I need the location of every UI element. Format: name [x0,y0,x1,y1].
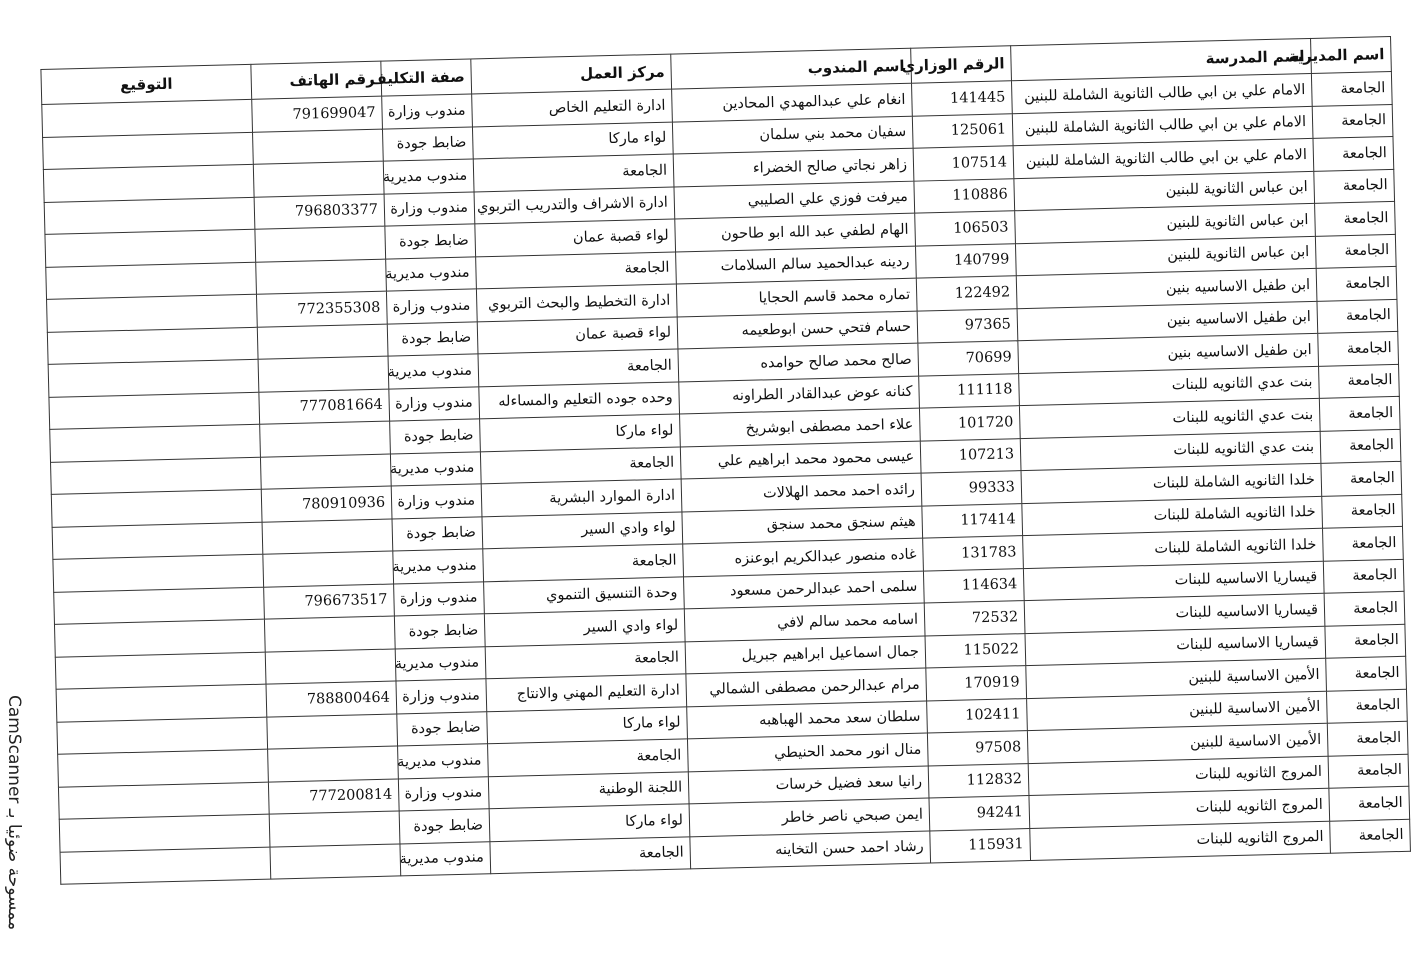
cell-ministerial-id: 102411 [927,698,1028,733]
cell-assignment: مندوب وزارة [396,679,487,714]
cell-ministerial-id: 101720 [919,406,1020,441]
cell-ministerial-id: 99333 [921,471,1022,506]
cell-delegate-name: رائده احمد محمد الهلالات [681,473,922,511]
cell-assignment: ضابط جودة [382,126,473,161]
cell-assignment: ضابط جودة [399,809,490,844]
cell-ministerial-id: 111118 [919,373,1020,408]
cell-phone [264,616,395,652]
cell-directorate: الجامعة [1312,104,1393,138]
cell-ministerial-id: 114634 [923,568,1024,603]
cell-work-center: الجامعة [473,154,674,191]
cell-phone [253,161,384,197]
cell-assignment: مندوب مديرية [386,256,477,291]
cell-phone [267,713,398,749]
cell-signature [53,554,264,592]
cell-directorate: الجامعة [1317,299,1398,333]
cell-school: بنت عدي الثانويه للبنات [1019,366,1320,406]
cell-phone [255,226,386,262]
scanned-page [40,36,1412,974]
cell-directorate: الجامعة [1328,754,1409,788]
cell-assignment: مندوب وزارة [384,191,475,226]
cell-signature [48,359,259,397]
cell-directorate: الجامعة [1327,721,1408,755]
cell-phone [262,519,393,555]
cell-ministerial-id: 131783 [923,536,1024,571]
cell-ministerial-id: 97508 [927,731,1028,766]
cell-assignment: مندوب مديرية [395,646,486,681]
cell-directorate: الجامعة [1320,429,1401,463]
cell-phone [270,843,401,879]
cell-assignment: ضابط جودة [397,711,488,746]
cell-work-center: ادارة التعليم الخاص [472,89,673,126]
cell-phone [269,811,400,847]
header-assignment: صفة التكليف [381,59,472,96]
cell-signature [54,619,265,657]
cell-signature [59,814,270,852]
cell-work-center: لواء ماركا [472,122,673,159]
cell-school: الأمين الاساسية للبنين [1027,691,1328,731]
cell-school: الامام علي بن ابي طالب الثانوية الشاملة للبنين [1012,106,1313,146]
header-school: اسم المدرسة [1011,38,1312,80]
cell-delegate-name: عيسى محمود محمد ابراهيم علي [680,441,921,479]
delegates-table [40,36,1411,885]
cell-assignment: ضابط جودة [390,419,481,454]
cell-delegate-name: صالح محمد صالح حوامده [678,343,919,381]
cell-assignment: مندوب وزارة [389,386,480,421]
cell-assignment: ضابط جودة [392,516,483,551]
cell-signature [47,327,258,365]
cell-delegate-name: حسام فتحي حسن ابوطعيمه [677,311,918,349]
cell-ministerial-id: 170919 [926,666,1027,701]
cell-signature [45,229,256,267]
cell-assignment: ضابط جودة [385,224,476,259]
cell-phone [253,129,384,165]
cell-school: ابن عباس الثانوية للبنين [1015,236,1316,276]
cell-work-center: لواء قصبة عمان [477,317,678,354]
cell-delegate-name: ميرفت فوزي علي الصليبي [674,181,915,219]
cell-ministerial-id: 70699 [918,341,1019,376]
cell-school: خلدا الثانويه الشاملة للبنات [1021,463,1322,503]
cell-ministerial-id: 125061 [912,113,1013,148]
cell-assignment: مندوب وزارة [394,581,485,616]
cell-work-center: الجامعة [483,544,684,581]
cell-delegate-name: رشاد احمد حسن التخاينه [690,830,931,868]
cell-work-center: وحده جوده التعليم والمساءله [479,381,680,418]
camscanner-watermark [4,695,44,940]
cell-assignment: مندوب وزارة [398,776,489,811]
cell-phone [268,746,399,782]
cell-school: ابن طفيل الاساسيه بنين [1017,301,1318,341]
cell-work-center: وحدة التنسيق التنموي [484,576,685,613]
cell-phone: 772355308 [256,291,387,327]
cell-school: الأمين الاساسية للبنين [1026,658,1327,698]
cell-school: خلدا الثانويه الشاملة للبنات [1022,496,1323,536]
cell-assignment: مندوب مديرية [400,841,491,876]
cell-phone: 791699047 [252,96,383,132]
cell-directorate: الجامعة [1323,559,1404,593]
cell-signature [43,132,254,170]
header-phone: رقم الهاتف [251,61,382,99]
cell-directorate: الجامعة [1329,786,1410,820]
cell-ministerial-id: 107514 [913,146,1014,181]
cell-delegate-name: علاء احمد مصطفى ابوشريخ [680,408,921,446]
cell-phone: 796803377 [254,194,385,230]
cell-work-center: الجامعة [480,446,681,483]
cell-directorate: الجامعة [1311,71,1392,105]
cell-directorate: الجامعة [1330,819,1411,853]
cell-signature [58,782,269,820]
header-delegate-name: اسم المندوب [671,48,912,89]
cell-directorate: الجامعة [1322,494,1403,528]
cell-delegate-name: هيثم سنجق محمد سنجق [682,506,923,544]
cell-phone [256,259,387,295]
cell-directorate: الجامعة [1319,396,1400,430]
cell-work-center: اللجنة الوطنية [488,771,689,808]
cell-delegate-name: ايمن صبحي ناصر خاطر [689,798,930,836]
cell-delegate-name: زاهر نجاتي صالح الخضراء [673,148,914,186]
cell-work-center: الجامعة [490,836,691,873]
cell-signature [44,197,255,235]
cell-directorate: الجامعة [1321,461,1402,495]
cell-delegate-name: اسامه محمد سالم لافي [684,603,925,641]
cell-phone [265,648,396,684]
cell-work-center: لواء قصبة عمان [475,219,676,256]
cell-school: بنت عدي الثانويه للبنات [1019,398,1320,438]
cell-signature [47,294,258,332]
cell-school: المروج الثانويه للبنات [1028,756,1329,796]
cell-ministerial-id: 97365 [917,308,1018,343]
cell-delegate-name: تماره محمد قاسم الحجايا [676,278,917,316]
cell-assignment: مندوب وزارة [386,289,477,324]
cell-ministerial-id: 140799 [915,243,1016,278]
cell-work-center: ادارة التخطيط والبحث التربوي [476,284,677,321]
cell-assignment: مندوب مديرية [398,744,489,779]
cell-signature [54,587,265,625]
cell-signature [50,424,261,462]
cell-work-center: لواء وادي السير [484,609,685,646]
cell-school: المروج الثانويه للبنات [1029,788,1330,828]
cell-ministerial-id: 112832 [928,763,1029,798]
cell-delegate-name: سلطان سعد محمد الهباهبه [687,701,928,739]
cell-assignment: مندوب مديرية [388,354,479,389]
cell-directorate: الجامعة [1315,201,1396,235]
cell-delegate-name: سلمى احمد عبدالرحمن مسعود [683,571,924,609]
cell-phone [260,454,391,490]
cell-work-center: الجامعة [476,252,677,289]
cell-assignment: ضابط جودة [394,614,485,649]
cell-school: المروج الثانويه للبنات [1030,821,1331,861]
cell-work-center: ادارة الموارد البشرية [481,479,682,516]
cell-ministerial-id: 72532 [924,601,1025,636]
cell-signature [60,847,271,885]
cell-school: ابن عباس الثانوية للبنين [1014,171,1315,211]
header-directorate: اسم المديرية [1311,36,1392,73]
cell-signature [42,99,253,137]
cell-directorate: الجامعة [1324,591,1405,625]
cell-school: ابن طفيل الاساسيه بنين [1018,333,1319,373]
cell-school: قيساريا الاساسيه للبنات [1024,593,1325,633]
cell-directorate: الجامعة [1318,331,1399,365]
cell-school: خلدا الثانويه الشاملة للبنات [1023,528,1324,568]
cell-school: قيساريا الاساسيه للبنات [1025,626,1326,666]
cell-phone: 777081664 [259,389,390,425]
cell-directorate: الجامعة [1314,169,1395,203]
cell-signature [52,522,263,560]
cell-directorate: الجامعة [1323,526,1404,560]
cell-school: الامام علي بن ابي طالب الثانوية الشاملة للبنين [1013,138,1314,178]
cell-work-center: ادارة التعليم المهني والانتاج [486,674,687,711]
cell-phone: 788800464 [266,681,397,717]
cell-work-center: ادارة الاشراف والتدريب التربوي [474,187,675,224]
cell-ministerial-id: 117414 [922,503,1023,538]
cell-delegate-name: منال انور محمد الحنيطي [687,733,928,771]
header-signature: التوقيع [41,64,252,104]
cell-directorate: الجامعة [1319,364,1400,398]
cell-assignment: مندوب وزارة [391,484,482,519]
cell-school: ابن طفيل الاساسيه بنين [1016,268,1317,308]
cell-ministerial-id: 110886 [914,178,1015,213]
cell-delegate-name: انغام علي عبدالمهدي المحادين [672,83,913,121]
cell-delegate-name: الهام لطفي عبد الله ابو طاحون [675,213,916,251]
header-ministerial-id: الرقم الوزاري [911,46,1012,83]
cell-school: الامام علي بن ابي طالب الثانوية الشاملة للبنين [1011,73,1312,113]
cell-ministerial-id: 115931 [930,828,1031,863]
cell-signature [57,717,268,755]
cell-phone: 796673517 [264,584,395,620]
cell-phone: 777200814 [268,778,399,814]
cell-ministerial-id: 106503 [915,211,1016,246]
cell-ministerial-id: 122492 [916,276,1017,311]
cell-signature [51,489,262,527]
cell-phone [258,356,389,392]
cell-signature [43,164,254,202]
cell-school: الأمين الاساسية للبنين [1027,723,1328,763]
cell-signature [46,262,257,300]
cell-work-center: لواء وادي السير [482,511,683,548]
cell-phone [257,324,388,360]
cell-school: بنت عدي الثانويه للبنات [1020,431,1321,471]
cell-school: قيساريا الاساسيه للبنات [1023,561,1324,601]
cell-assignment: مندوب مديرية [390,451,481,486]
cell-directorate: الجامعة [1325,624,1406,658]
cell-work-center: الجامعة [488,739,689,776]
cell-assignment: مندوب مديرية [393,549,484,584]
cell-phone [260,421,391,457]
cell-delegate-name: جمال اسماعيل ابراهيم جبريل [685,636,926,674]
cell-work-center: لواء ماركا [487,706,688,743]
cell-work-center: لواء ماركا [480,414,681,451]
cell-signature [58,749,269,787]
cell-work-center: الجامعة [485,641,686,678]
cell-ministerial-id: 141445 [912,81,1013,116]
cell-phone [263,551,394,587]
cell-delegate-name: كنانه عوض عبدالقادر الطراونه [679,376,920,414]
cell-signature [49,392,260,430]
cell-directorate: الجامعة [1316,266,1397,300]
cell-assignment: مندوب مديرية [383,159,474,194]
cell-work-center: الجامعة [478,349,679,386]
watermark-text: ممسوحة ضوئيا بـ CamScanner [4,695,24,931]
cell-delegate-name: غاده منصور عبدالكريم ابوعنزه [683,538,924,576]
cell-directorate: الجامعة [1315,234,1396,268]
cell-directorate: الجامعة [1326,689,1407,723]
cell-phone: 780910936 [261,486,392,522]
cell-signature [51,457,262,495]
cell-school: ابن عباس الثانوية للبنين [1015,203,1316,243]
cell-directorate: الجامعة [1313,136,1394,170]
cell-delegate-name: سفيان محمد بني سلمان [672,116,913,154]
cell-delegate-name: مرام عبدالرحمن مصطفى الشمالي [686,668,927,706]
cell-work-center: لواء ماركا [489,804,690,841]
cell-delegate-name: ردينه عبدالحميد سالم السلامات [676,246,917,284]
cell-signature [55,652,266,690]
cell-ministerial-id: 115022 [925,633,1026,668]
cell-assignment: ضابط جودة [387,321,478,356]
cell-directorate: الجامعة [1326,656,1407,690]
cell-ministerial-id: 107213 [920,438,1021,473]
cell-signature [56,684,267,722]
header-work-center: مركز العمل [471,54,672,94]
cell-assignment: مندوب وزارة [382,94,473,129]
cell-ministerial-id: 94241 [929,796,1030,831]
cell-delegate-name: رانيا سعد فضيل خرسات [688,766,929,804]
